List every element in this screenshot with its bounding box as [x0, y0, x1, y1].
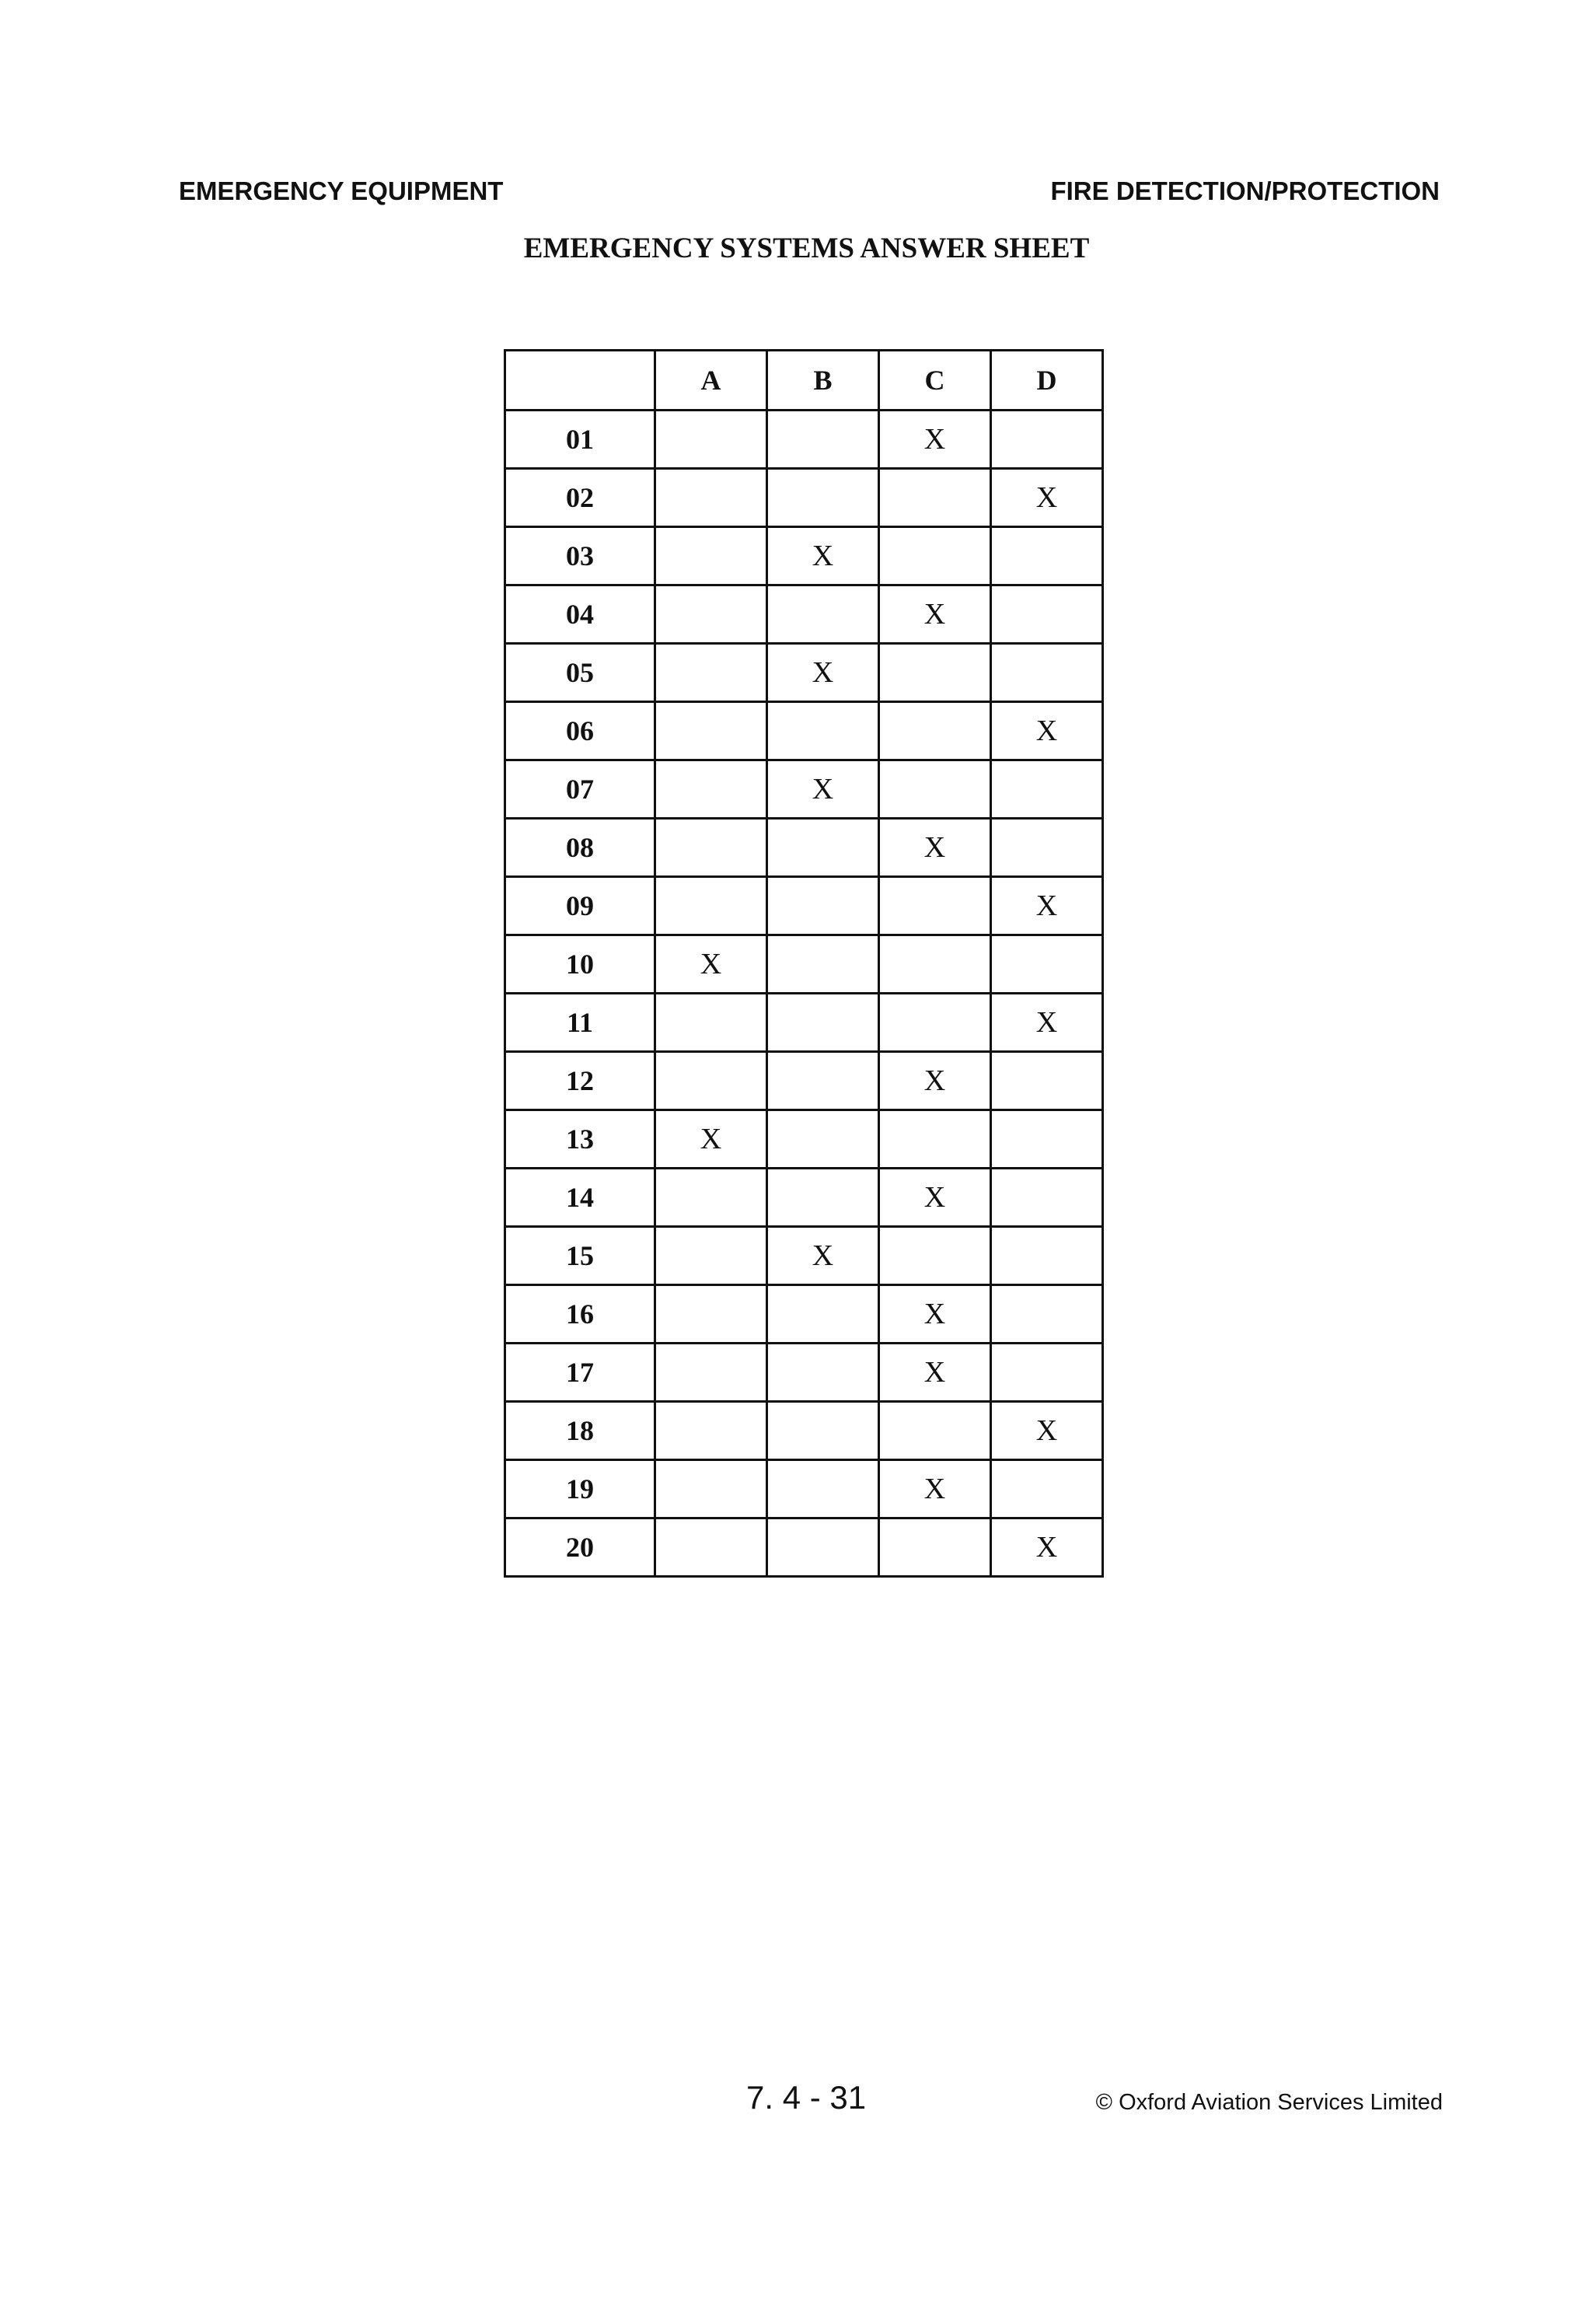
- answer-cell-a: [655, 1518, 767, 1577]
- answer-cell-c: [879, 527, 991, 585]
- answer-cell-b: [767, 585, 879, 644]
- answer-cell-b: [767, 819, 879, 877]
- answer-cell-d: [991, 760, 1103, 819]
- question-number: 18: [505, 1402, 655, 1460]
- answer-cell-c: X: [879, 819, 991, 877]
- answer-cell-a: [655, 1227, 767, 1285]
- answer-cell-a: [655, 819, 767, 877]
- answer-cell-b: X: [767, 1227, 879, 1285]
- column-header-d: D: [991, 351, 1103, 411]
- question-number: 01: [505, 411, 655, 469]
- question-number: 03: [505, 527, 655, 585]
- answer-cell-a: [655, 994, 767, 1052]
- table-row: [505, 527, 1103, 585]
- table-row: [505, 1460, 1103, 1518]
- table-row: [505, 702, 1103, 760]
- answer-cell-b: [767, 1518, 879, 1577]
- column-header-question: [505, 351, 655, 411]
- answer-cell-d: X: [991, 1518, 1103, 1577]
- answer-cell-a: [655, 1460, 767, 1518]
- answer-cell-c: X: [879, 1285, 991, 1344]
- answer-cell-d: X: [991, 1402, 1103, 1460]
- answer-cell-d: [991, 1169, 1103, 1227]
- table-row: [505, 411, 1103, 469]
- answer-cell-c: [879, 994, 991, 1052]
- table-row: [505, 1227, 1103, 1285]
- page-title: EMERGENCY SYSTEMS ANSWER SHEET: [523, 232, 1090, 264]
- answer-cell-c: [879, 644, 991, 702]
- column-header-a: A: [655, 351, 767, 411]
- answer-cell-b: [767, 702, 879, 760]
- answer-cell-a: [655, 527, 767, 585]
- answer-cell-d: X: [991, 994, 1103, 1052]
- answer-table-body: [505, 411, 1103, 1577]
- answer-cell-b: [767, 1052, 879, 1110]
- answer-cell-a: [655, 1402, 767, 1460]
- answer-cell-b: X: [767, 760, 879, 819]
- answer-cell-b: [767, 469, 879, 527]
- table-row: [505, 760, 1103, 819]
- page-number: 7. 4 - 31: [746, 2079, 867, 2116]
- answer-cell-a: [655, 760, 767, 819]
- answer-cell-d: [991, 411, 1103, 469]
- table-row: [505, 1518, 1103, 1577]
- answer-cell-a: [655, 1052, 767, 1110]
- table-row: [505, 1052, 1103, 1110]
- answer-cell-a: [655, 877, 767, 935]
- answer-cell-d: [991, 1227, 1103, 1285]
- question-number: 20: [505, 1518, 655, 1577]
- answer-cell-b: [767, 1110, 879, 1169]
- answer-cell-c: [879, 1402, 991, 1460]
- answer-cell-a: [655, 702, 767, 760]
- table-row: [505, 644, 1103, 702]
- table-row: [505, 994, 1103, 1052]
- column-header-b: B: [767, 351, 879, 411]
- answer-cell-d: [991, 1110, 1103, 1169]
- answer-cell-c: [879, 1110, 991, 1169]
- answer-cell-a: [655, 1344, 767, 1402]
- answer-cell-c: [879, 1518, 991, 1577]
- answer-cell-d: X: [991, 469, 1103, 527]
- answer-cell-d: [991, 1052, 1103, 1110]
- table-row: [505, 819, 1103, 877]
- answer-cell-c: X: [879, 1344, 991, 1402]
- header-section-title: EMERGENCY EQUIPMENT: [179, 176, 504, 205]
- question-number: 06: [505, 702, 655, 760]
- answer-cell-d: X: [991, 877, 1103, 935]
- answer-cell-b: [767, 1285, 879, 1344]
- answer-cell-a: [655, 585, 767, 644]
- question-number: 17: [505, 1344, 655, 1402]
- answer-cell-b: [767, 1344, 879, 1402]
- question-number: 05: [505, 644, 655, 702]
- answer-cell-b: [767, 411, 879, 469]
- table-row: [505, 1285, 1103, 1344]
- answer-cell-c: [879, 469, 991, 527]
- copyright-notice: © Oxford Aviation Services Limited: [1095, 2090, 1443, 2115]
- table-row: [505, 877, 1103, 935]
- question-number: 15: [505, 1227, 655, 1285]
- answer-cell-c: [879, 760, 991, 819]
- table-row: [505, 1402, 1103, 1460]
- answer-cell-c: X: [879, 1169, 991, 1227]
- table-row: [505, 1169, 1103, 1227]
- question-number: 02: [505, 469, 655, 527]
- question-number: 12: [505, 1052, 655, 1110]
- answer-cell-b: [767, 994, 879, 1052]
- answer-cell-d: [991, 935, 1103, 994]
- answer-cell-a: X: [655, 935, 767, 994]
- table-header-row: [505, 351, 1103, 411]
- answer-cell-c: X: [879, 585, 991, 644]
- answer-cell-d: [991, 1285, 1103, 1344]
- answer-cell-a: [655, 411, 767, 469]
- answer-cell-b: [767, 1402, 879, 1460]
- answer-cell-d: [991, 819, 1103, 877]
- question-number: 08: [505, 819, 655, 877]
- answer-cell-a: X: [655, 1110, 767, 1169]
- answer-cell-c: [879, 877, 991, 935]
- table-row: [505, 1344, 1103, 1402]
- question-number: 04: [505, 585, 655, 644]
- table-row: [505, 935, 1103, 994]
- answer-cell-d: X: [991, 702, 1103, 760]
- answer-cell-a: [655, 1169, 767, 1227]
- answer-cell-b: X: [767, 644, 879, 702]
- question-number: 11: [505, 994, 655, 1052]
- table-row: [505, 585, 1103, 644]
- answer-cell-d: [991, 527, 1103, 585]
- question-number: 10: [505, 935, 655, 994]
- column-header-c: C: [879, 351, 991, 411]
- answer-cell-c: X: [879, 1460, 991, 1518]
- answer-cell-a: [655, 644, 767, 702]
- answer-table: [504, 349, 1104, 1578]
- answer-cell-c: X: [879, 1052, 991, 1110]
- question-number: 19: [505, 1460, 655, 1518]
- answer-cell-b: [767, 1169, 879, 1227]
- question-number: 16: [505, 1285, 655, 1344]
- answer-cell-b: [767, 935, 879, 994]
- question-number: 07: [505, 760, 655, 819]
- answer-cell-d: [991, 1344, 1103, 1402]
- header-chapter-title: FIRE DETECTION/PROTECTION: [1050, 176, 1440, 205]
- question-number: 13: [505, 1110, 655, 1169]
- answer-cell-c: [879, 702, 991, 760]
- answer-cell-a: [655, 1285, 767, 1344]
- answer-cell-d: [991, 644, 1103, 702]
- answer-cell-b: [767, 877, 879, 935]
- answer-cell-d: [991, 585, 1103, 644]
- table-row: [505, 1110, 1103, 1169]
- question-number: 09: [505, 877, 655, 935]
- answer-cell-d: [991, 1460, 1103, 1518]
- answer-cell-c: [879, 935, 991, 994]
- answer-cell-b: X: [767, 527, 879, 585]
- answer-cell-b: [767, 1460, 879, 1518]
- answer-cell-c: X: [879, 411, 991, 469]
- answer-cell-c: [879, 1227, 991, 1285]
- question-number: 14: [505, 1169, 655, 1227]
- answer-cell-a: [655, 469, 767, 527]
- table-row: [505, 469, 1103, 527]
